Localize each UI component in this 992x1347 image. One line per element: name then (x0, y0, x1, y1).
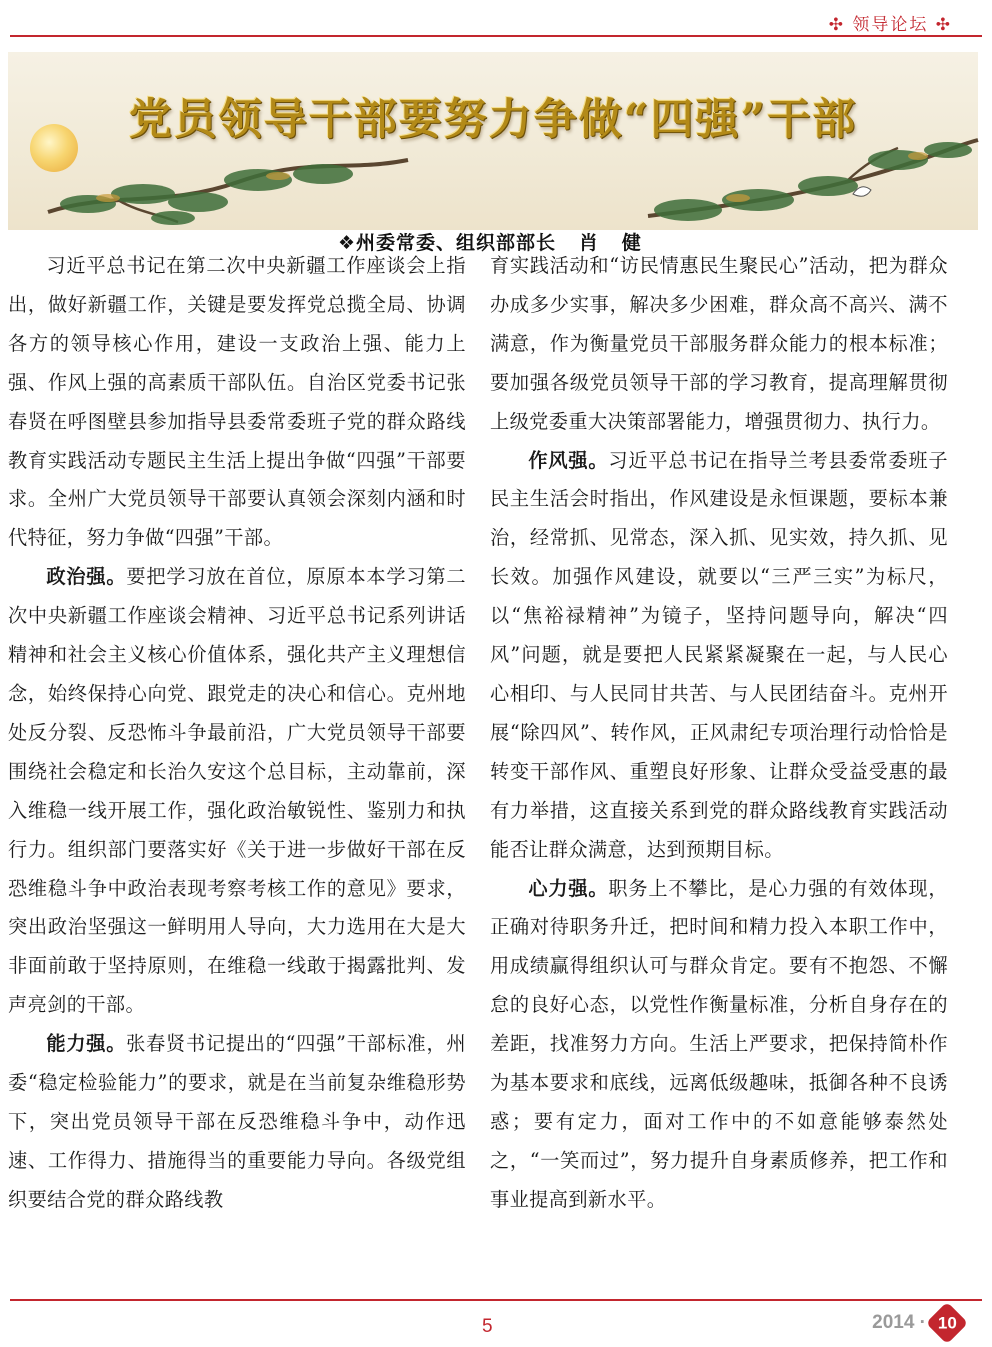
article-title: 党员领导干部要努力争做“四强”干部 (128, 95, 858, 145)
article-column-right (490, 247, 948, 1220)
section-ability-text: 张春贤书记提出的“四强”干部标准，州委“稳定检验能力”的要求，就是在当前复杂维稳形势下，突出党员领导干部在反恐维稳斗争中，动作迅速、工作得力、措施得当的重要能力导向。各级党组织要结合党的群众路线教 (8, 1032, 466, 1211)
section-style-heading: 作风强。 (528, 448, 609, 472)
pine-branch-left-illustration (48, 152, 408, 230)
issue-number: 10 (937, 1312, 957, 1332)
section-mind-paragraph (490, 870, 948, 1220)
section-mind-text: 职务上不攀比，是心力强的有效体现，正确对待职务升迁，把时间和精力投入本职工作中，用成绩赢得组织认可与群众肯定。要有不抱怨、不懈怠的良好心态，以党性作衡量标准，分析自身存在的差距，找准努力方向。生活上严要求，把保持简朴作为基本要求和底线，远离低级趣味，抵御各种不良诱惑；要有定力，面对工作中的不如意能够泰然处之，“一笑而过”，努力提升自身素质修养，把工作和事业提高到新水平。 (490, 876, 948, 1211)
intro-paragraph: 习近平总书记在第二次中央新疆工作座谈会上指出，做好新疆工作，关键是要发挥党总揽全局、协调各方的领导核心作用，建设一支政治上强、能力上强、作风上强的高素质干部队伍。自治区党委书记张春贤在呼图壁县参加指导县委常委班子党的群众路线教育实践活动专题民主生活上提出争做“四强”干部要求。全州广大党员领导干部要认真领会深刻内涵和时代特征，努力争做“四强”干部。 (8, 254, 466, 550)
section-political-text: 要把学习放在首位，原原本本学习第二次中央新疆工作座谈会精神、习近平总书记系列讲话精神和社会主义核心价值体系，强化共产主义理想信念，始终保持心向党、跟党走的决心和信心。克州地处反分裂、反恐怖斗争最前沿，广大党员领导干部要围绕社会稳定和长治久安这个总目标，主动靠前，深入维稳一线开展工作，强化政治敏锐性、鉴别力和执行力。组织部门要落实好《关于进一步做好干部在反恐维稳斗争中政治表现考察考核工作的意见》要求，突出政治坚强这一鲜明用人导向，大力选用在大是大非面前敢于坚持原则，在维稳一线敢于揭露批判、发声亮剑的干部。 (8, 565, 466, 1017)
section-political-heading: 政治强。 (46, 565, 127, 589)
section-style-text: 习近平总书记在指导兰考县委常委班子民主生活会时指出，作风建设是永恒课题，要标本兼治，经常抓、见常态，深入抓、见实效，持久抓、见长效。加强作风建设，就要以“三严三实”为标尺，以“焦裕禄精神”为镜子，坚持问题导向，解决“四风”问题，就是要把人民紧紧凝聚在一起，与人民心心相印、与人民同甘共苦、与人民团结奋斗。克州开展“除四风”、转作风，正风肃纪专项治理行动恰恰是转变干部作风、重塑良好形象、让群众受益受惠的最有力举措，这直接关系到党的群众路线教育实践活动能否让群众满意，达到预期目标。 (490, 448, 948, 861)
top-divider (10, 35, 982, 37)
section-political-paragraph (8, 558, 466, 1025)
section-style-paragraph (490, 442, 948, 870)
section-ability-paragraph (8, 1025, 466, 1220)
title-banner (8, 52, 978, 254)
article-column-left (8, 247, 466, 1220)
section-ability-continued: 育实践活动和“访民情惠民生聚民心”活动，把为群众办成多少实事，解决多少困难，群众高不高兴、满不满意，作为衡量党员干部服务群众能力的根本标准；要加强各级党员领导干部的学习教育，提高理解贯彻上级党委重大决策部署能力，增强贯彻力、执行力。 (490, 254, 948, 433)
page-number: 5 (482, 1316, 493, 1337)
section-ability-heading: 能力强。 (46, 1032, 127, 1056)
issue-badge (926, 1302, 968, 1344)
bottom-divider (10, 1299, 982, 1301)
section-mind-heading: 心力强。 (528, 876, 609, 900)
issue-label (872, 1308, 962, 1338)
pine-branch-right-illustration (648, 136, 978, 230)
author-byline: ❖州委常委、组织部部长 肖 健 (338, 232, 642, 254)
column-tag: ✣ 领导论坛 ✣ (828, 15, 952, 35)
issue-year: 2014 · (872, 1312, 926, 1333)
